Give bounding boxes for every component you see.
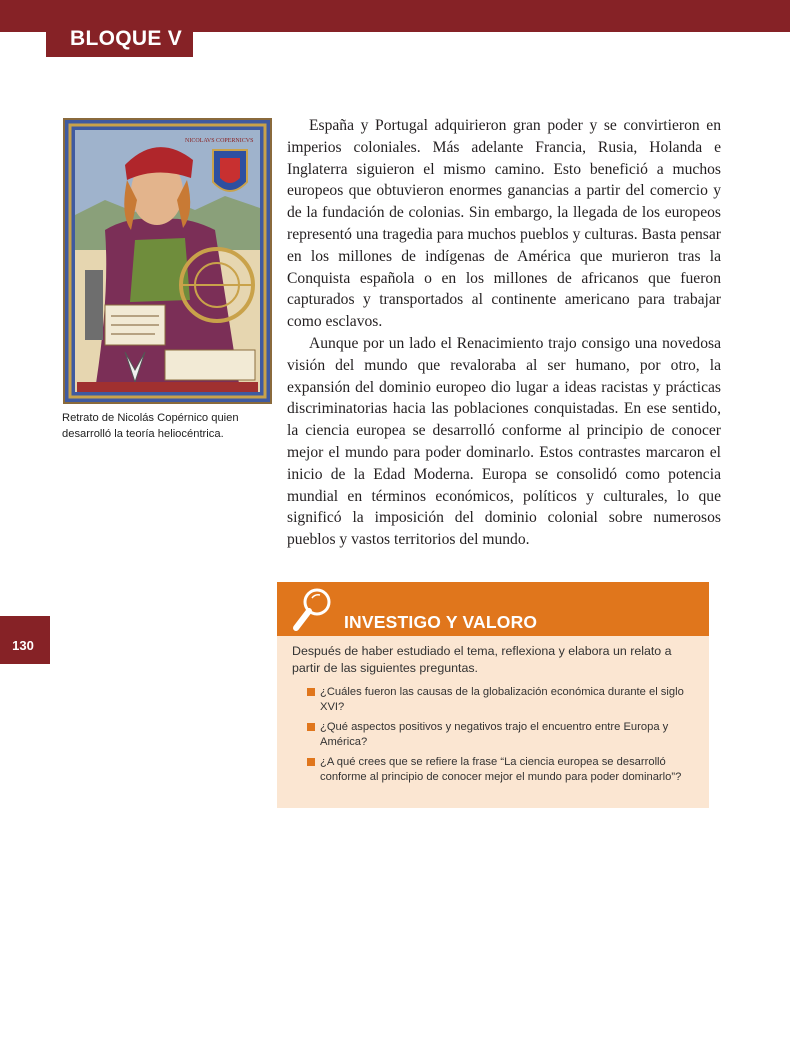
copernicus-portrait bbox=[63, 118, 272, 404]
main-text bbox=[287, 115, 721, 551]
square-bullet-icon bbox=[307, 688, 315, 696]
square-bullet-icon bbox=[307, 758, 315, 766]
question-list bbox=[309, 685, 697, 790]
question-item bbox=[309, 720, 697, 750]
portrait-inscription: NICOLAVS COPERNICVS bbox=[185, 138, 254, 144]
question-text: ¿A qué crees que se refiere la frase “La ciencia europea se desarrolló conforme al principio de conocer mejor el mundo para poder dominarlo”? bbox=[320, 756, 682, 783]
page-number: 130 bbox=[0, 616, 50, 664]
portrait-illustration bbox=[65, 120, 270, 402]
block-label: BLOQUE V bbox=[46, 20, 193, 57]
activity-box bbox=[277, 582, 709, 808]
activity-intro: Después de haber estudiado el tema, reflexiona y elabora un relato a partir de las siguientes preguntas. bbox=[292, 644, 672, 675]
paragraph-1: España y Portugal adquirieron gran poder y se convirtieron en imperios coloniales. Más adelante Francia, Rusia, Holanda e Inglaterra siguieron el mismo camino. Esto benefició a muchos europeos que obtuvieron enormes ganancias a partir del comercio y de la fundación de colonias. Sin embargo, la llegada de los europeos representó una tragedia para muchos pueblos y culturas. Basta pensar en los millones de indígenas de América que murieron tras la Conquista española o en los millones de africanos que fueron capturados y transportados al continente americano para trabajar como esclavos. bbox=[287, 117, 721, 331]
paragraph-2: Aunque por un lado el Renacimiento trajo consigo una novedosa visión del mundo que revaloraba al ser humano, por otro, la expansión del dominio europeo dio lugar a ideas racistas y prácticas discriminatorias hacia las poblaciones conquistadas. En ese sentido, la ciencia europea se desarrolló conforme al principio de conocer mejor el mundo para poder dominarlo. Estos contrastes marcaron el inicio de la Edad Moderna. Europa se consolidó como potencia mundial en términos económicos, políticos y culturales, lo que significó la imposición del dominio colonial sobre numerosos pueblos y vastos territorios del mundo. bbox=[287, 334, 721, 549]
magnifying-glass-icon bbox=[291, 586, 333, 634]
figure-caption: Retrato de Nicolás Copérnico quien desarrolló la teoría heliocéntrica. bbox=[62, 412, 239, 440]
question-text: ¿Cuáles fueron las causas de la globalización económica durante el siglo XVI? bbox=[320, 686, 684, 713]
activity-header bbox=[277, 582, 709, 636]
question-item bbox=[309, 685, 697, 715]
activity-title: INVESTIGO Y VALORO bbox=[344, 612, 538, 632]
question-text: ¿Qué aspectos positivos y negativos trajo el encuentro entre Europa y América? bbox=[320, 721, 669, 748]
square-bullet-icon bbox=[307, 723, 315, 731]
question-item bbox=[309, 755, 697, 785]
